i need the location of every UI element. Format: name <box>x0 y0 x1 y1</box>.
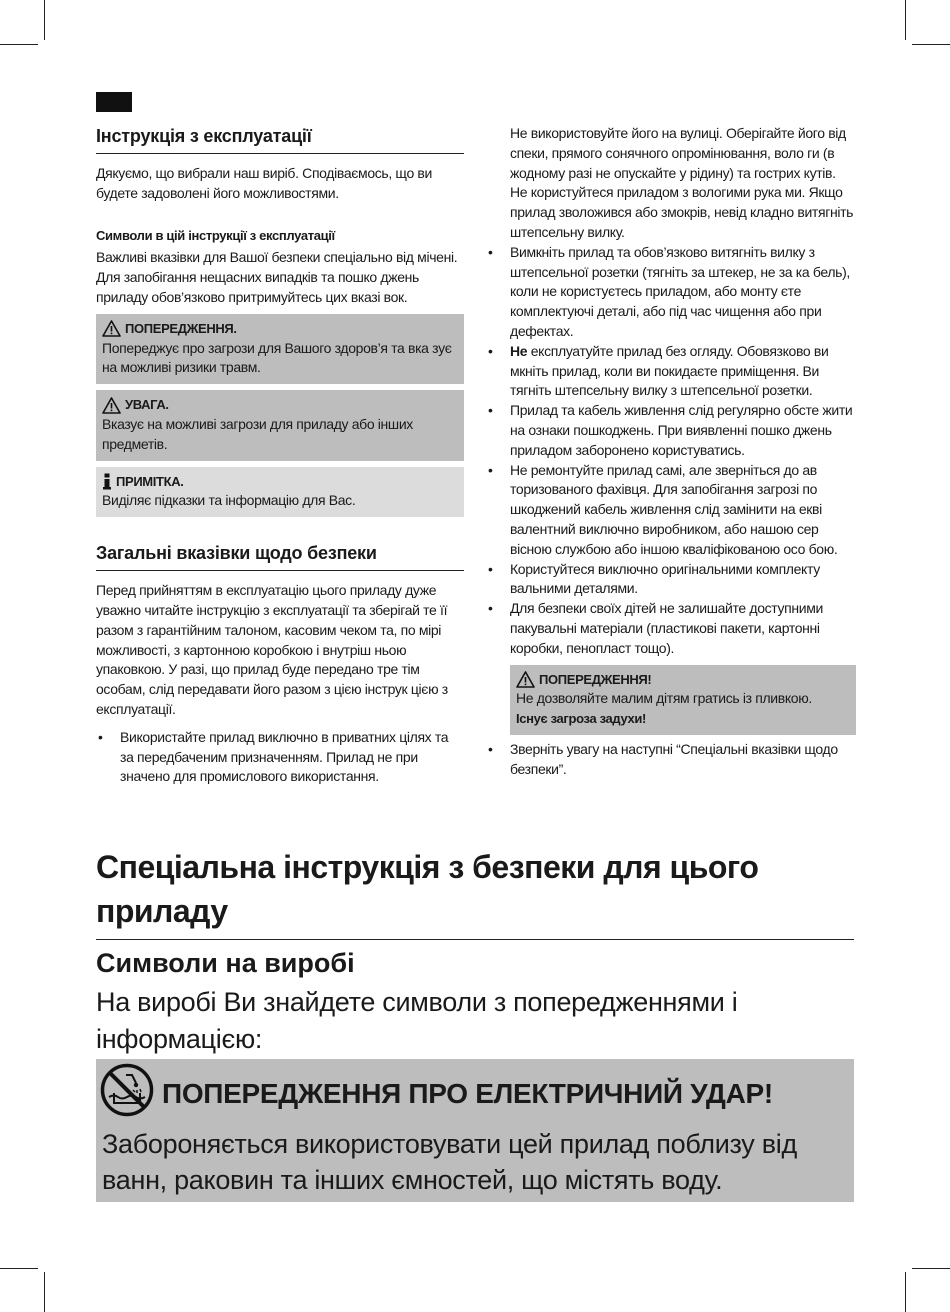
list-item: • Зверніть увагу на наступні “Спеціальні вказівки щодо безпеки”. <box>486 740 856 780</box>
warning-box <box>96 314 464 384</box>
shock-warning-box <box>96 1059 854 1202</box>
continuation-text: Не використовуйте його на вулиці. Оберігайте його від спеки, прямого сонячного опромінювання, воло ги (в жодному разі не опускайте у рідину) та гострих кутів. Не користуйтеся приладом з вологими рука ми. Якщо прилад зволожився або змокрів, невід кладно витягніть штепсельну вилку. <box>510 125 854 240</box>
crop-mark <box>905 1272 906 1312</box>
list-item: • Використайте прилад виключно в приватних цілях та за передбаченим призначенням. Прилад не при значено для промислового використання. <box>96 728 464 787</box>
crop-mark <box>0 1268 38 1269</box>
list-item: • Не ремонтуйте прилад самі, але зверніться до ав торизованого фахівця. Для запобігання загрозі по шкоджений кабель живлення слід замінити на екві валентний виключно виробником, або нашою сер вісною службою або іншою кваліфікованою осо бою. <box>486 461 856 560</box>
crop-mark <box>44 0 45 40</box>
caution-title: УВАГА. <box>125 397 169 413</box>
list-item <box>486 342 856 401</box>
symbols-heading: Символи в цій інструкції з експлуатації <box>96 227 335 243</box>
right-bullet-list-end <box>486 740 856 780</box>
right-bullet-list <box>486 243 856 659</box>
left-bullet-list <box>96 728 464 787</box>
crop-mark <box>44 1272 45 1312</box>
product-symbols-title: Символи на виробі <box>96 948 355 978</box>
special-instructions-title: Спеціальна інструкція з безпеки для цього приладу <box>96 845 854 940</box>
note-box <box>96 467 464 518</box>
list-item-emphasis: Не <box>510 342 528 359</box>
children-warning-bold: Існує загроза задухи! <box>516 711 647 727</box>
manual-title: Інструкція з експлуатації <box>96 124 464 154</box>
caution-box <box>96 390 464 460</box>
right-column <box>486 124 856 780</box>
children-warning-title: ПОПЕРЕДЖЕННЯ! <box>539 671 652 687</box>
warning-triangle-icon <box>102 320 121 337</box>
warning-triangle-icon <box>516 671 535 688</box>
safety-title: Загальні вказівки щодо безпеки <box>96 541 464 571</box>
left-column <box>96 124 464 787</box>
children-warning-text: Не дозволяйте малим дітям гратись із пливкою. <box>516 690 812 707</box>
info-icon <box>102 473 112 490</box>
warning-triangle-icon <box>102 397 121 414</box>
crop-mark <box>912 44 950 45</box>
product-symbols-text: На виробі Ви знайдете символи з попередженнями і інформацією: <box>96 987 738 1054</box>
safety-text: Перед прийняттям в експлуатацію цього приладу дуже уважно читайте інструкцію з експлуатації та зберігай те її разом з гарантійним талоном, касовим чеком та, по мірі можливості, з картонною коробкою і внутріш ньою упаковкою. У разі, що прилад буде передано тре тім особам, слід передавати його разом з цією інструк цією з експлуатації. <box>96 582 448 717</box>
list-item-text: експлуатуйте прилад без огляду. Обовязково ви мкніть прилад, коли ви покидаєте приміщення. Ви тягніть штепсельну вилку з штепсельної розетки. <box>510 342 829 399</box>
warning-title: ПОПЕРЕДЖЕННЯ. <box>125 320 237 336</box>
shock-warning-text: Забороняється використовувати цей прилад поблизу від ванн, раковин та інших ємностей, що містять воду. <box>102 1129 797 1195</box>
shock-warning-title: ПОПЕРЕДЖЕННЯ ПРО ЕЛЕКТРИЧНИЙ УДАР! <box>162 1077 773 1109</box>
symbols-text: Важливі вказівки для Вашої безпеки спеціально від мічені. Для запобігання нещасних випадків та пошко джень приладу обов’язково притримуйтесь цих вказі вок. <box>96 249 458 305</box>
note-text: Виділяє підказки та інформацію для Вас. <box>102 492 356 509</box>
list-item: • Користуйтеся виключно оригінальними комплекту вальними деталями. <box>486 560 856 600</box>
language-tab-marker <box>96 92 132 112</box>
warning-text: Попереджує про загрози для Вашого здоров’я та вка зує на можливі ризики травм. <box>102 339 452 376</box>
crop-mark <box>0 44 38 45</box>
list-item: • Прилад та кабель живлення слід регулярно обсте жити на ознаки пошкоджень. При виявленні пошко джень приладом заборонено користуватись. <box>486 401 856 460</box>
crop-mark <box>912 1268 950 1269</box>
intro-text: Дякуємо, що вибрали наш виріб. Сподіваємось, що ви будете задоволені його можливостями. <box>96 165 432 201</box>
note-title: ПРИМІТКА. <box>116 473 184 489</box>
caution-text: Вказує на можливі загрози для приладу або інших предметів. <box>102 415 413 452</box>
list-item: • Вимкніть прилад та обов’язково витягніть вилку з штепсельної розетки (тягніть за штекер, не за ка бель), коли не користуєтесь приладом, або монту єте комплектуючі деталі, або під час чищення або при дефектах. <box>486 243 856 342</box>
crop-mark <box>905 0 906 40</box>
no-water-shock-icon <box>100 1063 154 1124</box>
list-item: • Для безпеки своїх дітей не залишайте доступними пакувальні матеріали (пластикові пакети, картонні коробки, пенопласт тощо). <box>486 599 856 658</box>
children-warning-box <box>510 665 856 735</box>
